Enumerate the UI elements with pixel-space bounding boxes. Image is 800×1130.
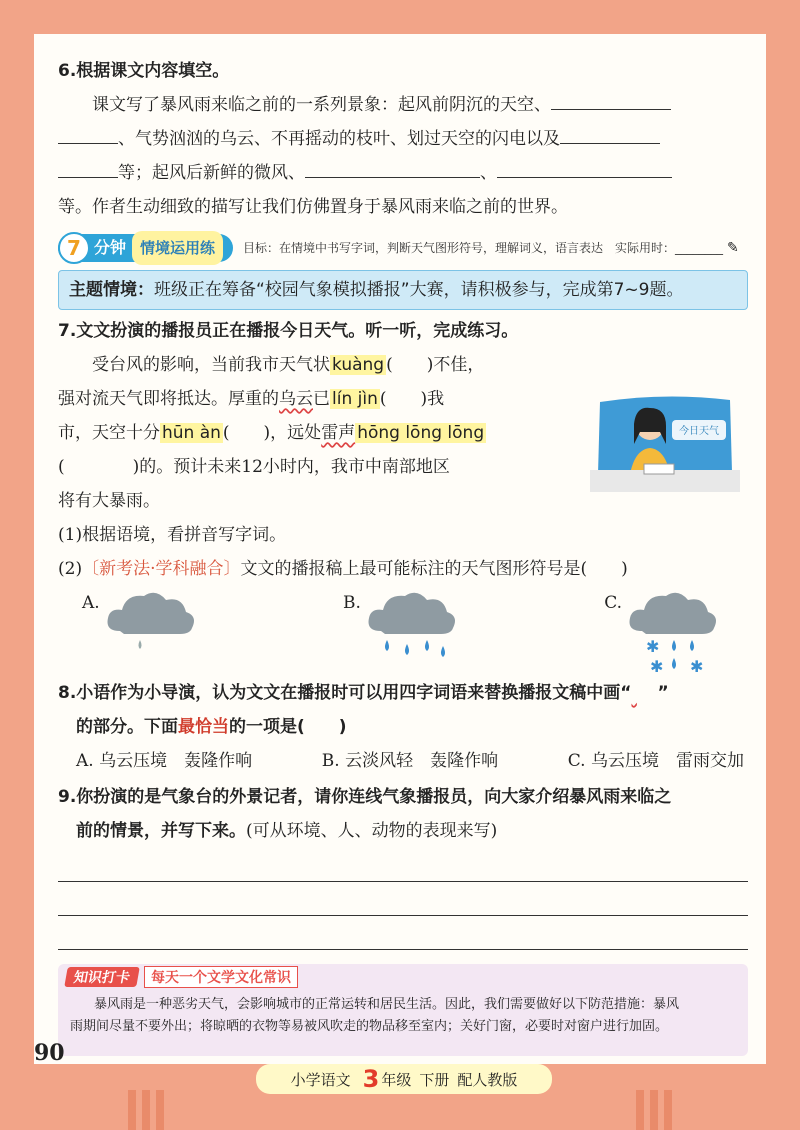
- q7-text-5: 将有大暴雨。: [58, 491, 160, 511]
- footer-subject: 小学语文: [290, 1070, 351, 1089]
- book-footer: [256, 1064, 552, 1094]
- q7-answer-1[interactable]: ( )不佳，: [386, 355, 485, 375]
- question-9: [58, 780, 748, 950]
- section-header: [58, 232, 748, 264]
- q8-line1: 小语作为小导演，认为文文在播报时可以用四字词语来替换播报文稿中画“: [76, 683, 632, 703]
- option-b[interactable]: [343, 586, 461, 672]
- q7-sub2-num: (2): [58, 559, 83, 579]
- wavy-line-symbol: [631, 676, 657, 710]
- q8-line1b: ”: [657, 683, 669, 703]
- q9-line1: 你扮演的是气象台的外景记者，请你连线气象播报员，向大家介绍暴风雨来临之: [76, 787, 672, 807]
- footer-term: 下册: [419, 1070, 450, 1089]
- section-minutes: 7: [58, 232, 90, 264]
- q7-text-2b: 已: [313, 389, 330, 409]
- knowledge-card-line2: 雨期间尽量不要外出；将晾晒的衣物等易被风吹走的物品移至室内；关好门窗，必要时对窗户进行加固。: [70, 1019, 669, 1034]
- page-number: 90: [34, 1040, 65, 1066]
- scene-caption: 今日天气: [679, 426, 719, 437]
- knowledge-card-tag: 知识打卡: [64, 967, 140, 987]
- q7-text-4b: 预计未来12小时内，我市中南部地区: [173, 457, 450, 477]
- q9-hint: (可从环境、人、动物的表现来写): [246, 821, 498, 841]
- q6-line3a: 等；起风后新鲜的微风、: [118, 163, 305, 183]
- answer-line[interactable]: [58, 882, 748, 916]
- q6-blank-5[interactable]: [305, 157, 480, 178]
- theme-label: 主题情境：: [69, 280, 154, 300]
- section-goal: 目标：在情境中书写字词，判断天气图形符号，理解词义，语言表达 实际用时：________: [243, 241, 724, 255]
- pencil-icon: ✎: [727, 240, 739, 256]
- q8-line2a: 的部分。下面: [76, 717, 178, 737]
- worksheet-paper: [34, 34, 766, 1064]
- q6-line4: 等。作者生动细致的描写让我们仿佛置身于暴风雨来临之前的世界。: [58, 197, 568, 217]
- q8-option-a[interactable]: A. 乌云压境 轰隆作响: [76, 751, 253, 771]
- q6-number: 6.: [58, 61, 77, 81]
- svg-text:✱: ✱: [646, 637, 660, 656]
- question-7: [58, 314, 748, 676]
- section-badge: [58, 234, 233, 262]
- q6-line2: 、气势汹汹的乌云、不再摇动的枝叶、划过天空的闪电以及: [118, 129, 560, 149]
- q7-number: 7.: [58, 321, 77, 341]
- footer-grade-unit: 年级: [381, 1070, 412, 1089]
- q6-blank-2[interactable]: [58, 123, 118, 144]
- q7-answer-2[interactable]: ( )我: [379, 389, 445, 409]
- q9-line2: 前的情景，并写下来。: [76, 821, 246, 841]
- knowledge-card-header: [58, 964, 748, 990]
- weather-options: [82, 586, 722, 676]
- option-b-label: B.: [342, 593, 361, 613]
- q7-text-1a: 受台风的影响，当前我市天气状: [92, 355, 330, 375]
- knowledge-card-title: 每天一个文学文化常识: [144, 966, 298, 988]
- q6-blank-6[interactable]: [497, 157, 672, 178]
- weather-anchor-illustration: [590, 392, 740, 492]
- q8-option-b[interactable]: B. 云淡风轻 轰隆作响: [321, 751, 499, 771]
- question-8: [58, 676, 748, 778]
- q8-option-c[interactable]: C. 乌云压境 雷雨交加: [567, 751, 744, 771]
- q6-blank-1[interactable]: [551, 89, 671, 110]
- q6-line3b: 、: [480, 163, 497, 183]
- svg-text:✱: ✱: [690, 657, 704, 676]
- snow-rain-cloud-icon: [622, 586, 722, 676]
- q8-number: 8.: [58, 683, 77, 703]
- answer-line[interactable]: [58, 916, 748, 950]
- section-unit: 分钟: [94, 238, 127, 257]
- q7-text-3a: 市，天空十分: [58, 423, 160, 443]
- q7-wavy-wuyun: 乌云: [279, 389, 313, 409]
- q6-title: 根据课文内容填空。: [76, 61, 230, 81]
- footer-edition: 配人教版: [457, 1070, 518, 1089]
- option-a[interactable]: [82, 586, 200, 672]
- section-title: 情境运用练: [132, 231, 223, 265]
- q7-sub2-text: 文文的播报稿上最可能标注的天气图形符号是( ): [240, 559, 628, 579]
- q8-emphasis: 最恰当: [178, 717, 229, 737]
- option-c[interactable]: [604, 586, 722, 676]
- pinyin-kuang: kuàng: [332, 355, 385, 375]
- q7-answer-4[interactable]: ( )的。: [58, 457, 174, 477]
- option-c-label: C.: [604, 593, 622, 613]
- q7-wavy-leisheng: 雷声: [321, 423, 356, 443]
- pinyin-hunan: hūn àn: [162, 423, 221, 443]
- q8-answer[interactable]: 的一项是( ): [229, 717, 347, 737]
- pinyin-linjin: lín jìn: [332, 389, 378, 409]
- knowledge-card-body: [58, 990, 748, 1042]
- knowledge-card: [58, 964, 748, 1056]
- theme-text: 班级正在筹备“校园气象模拟播报”大赛，请积极参与，完成第7~9题。: [154, 280, 684, 300]
- rain-cloud-icon: [361, 586, 461, 666]
- q7-text-2a: 强对流天气即将抵达。厚重的: [58, 389, 279, 409]
- q7-sub1: (1)根据语境，看拼音写字词。: [58, 525, 287, 545]
- worksheet-content: [58, 54, 748, 950]
- q6-line1: 课文写了暴风雨来临之前的一系列景象：起风前阴沉的天空、: [92, 95, 551, 115]
- knowledge-card-line1: 暴风雨是一种恶劣天气，会影响城市的正常运转和居民生活。因此，我们需要做好以下防范措施：暴风: [94, 997, 680, 1012]
- q7-answer-3[interactable]: ( )，远处: [222, 423, 322, 443]
- theme-banner: [58, 270, 748, 310]
- q6-blank-3[interactable]: [560, 123, 660, 144]
- cloud-icon: [100, 586, 200, 656]
- svg-text:✱: ✱: [650, 657, 664, 676]
- option-a-label: A.: [82, 593, 100, 613]
- pinyin-honglonglong: hōng lōng lōng: [357, 423, 485, 443]
- footer-grade-number: 3: [362, 1065, 380, 1093]
- question-6: [58, 54, 748, 224]
- answer-lines[interactable]: [58, 848, 748, 950]
- q7-sub2-tag: 〔新考法·学科融合〕: [82, 559, 241, 579]
- q7-title: 文文扮演的播报员正在播报今日天气。听一听，完成练习。: [76, 321, 519, 341]
- q9-number: 9.: [58, 787, 77, 807]
- q6-blank-4[interactable]: [58, 157, 118, 178]
- answer-line[interactable]: [58, 848, 748, 882]
